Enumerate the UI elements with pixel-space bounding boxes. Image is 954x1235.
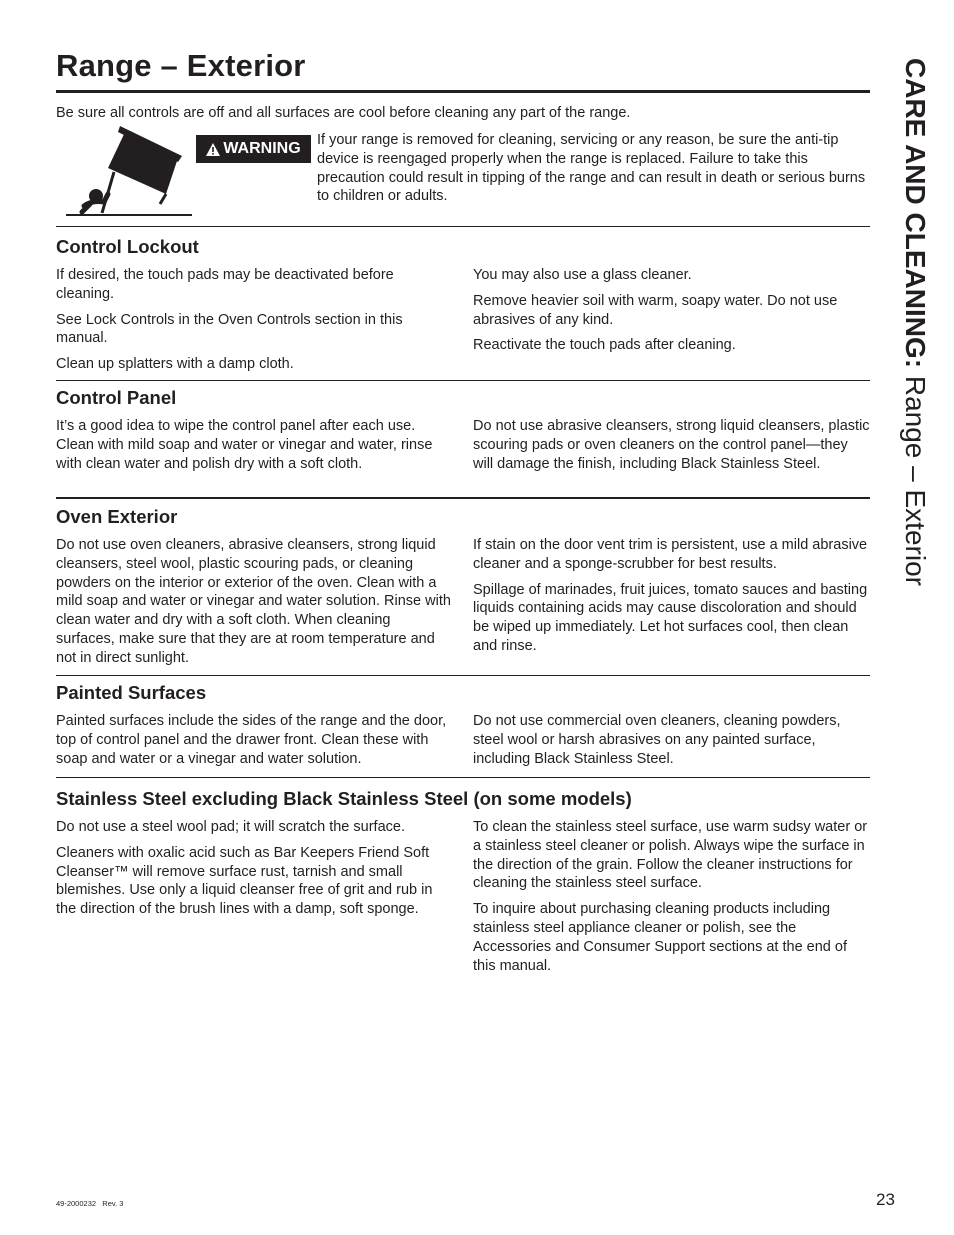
paragraph: Painted surfaces include the sides of the range and the door, top of control panel and the drawer front. Clean these with soap and water or a vinegar and water solution.	[56, 713, 447, 767]
side-chapter-heading	[895, 58, 935, 658]
section-heading: Stainless Steel excluding Black Stainless Steel (on some models)	[56, 788, 632, 809]
section-divider	[56, 777, 870, 778]
warning-badge	[196, 135, 311, 163]
paragraph: Cleaners with oxalic acid such as Bar Keepers Friend Soft Cleanser™ will remove surface rust, tarnish and small blemishes. Use only a liquid cleanser free of grit and rub in the direction of the brush lines with a damp, soft sponge.	[56, 844, 433, 918]
paragraph: It’s a good idea to wipe the control panel after each use. Clean with mild soap and water or vinegar and water, rinse with clean water and polish dry with a soft cloth.	[56, 418, 433, 472]
paragraph: Do not use commercial oven cleaners, cleaning powders, steel wool or harsh abrasives on any painted surface, including Black Stainless Steel.	[473, 713, 841, 767]
paragraph: Clean up splatters with a damp cloth.	[56, 356, 294, 373]
section-heading: Control Lockout	[56, 236, 199, 257]
right-column	[473, 266, 870, 381]
intro-text: Be sure all controls are off and all surfaces are cool before cleaning any part of the range.	[56, 105, 631, 121]
paragraph: Remove heavier soil with warm, soapy water. Do not use abrasives of any kind.	[473, 292, 838, 328]
right-column	[473, 417, 870, 480]
warning-label: WARNING	[223, 140, 301, 157]
paragraph: To clean the stainless steel surface, use warm sudsy water or a stainless steel cleaner or polish. Always wipe the surface in the direction of the grain. Follow the cleaner instructions for cleaning the stainless steel surface.	[473, 819, 868, 892]
paragraph: To inquire about purchasing cleaning products including stainless steel appliance cleaner or polish, see the Accessories and Consumer Support sections at the end of this manual.	[473, 901, 847, 974]
left-column	[56, 417, 453, 480]
section-divider	[56, 226, 870, 227]
side-heading-regular: Range – Exterior	[900, 375, 931, 586]
paragraph: Do not use abrasive cleansers, strong liquid cleansers, plastic scouring pads or oven cleaners on the control panel—they will damage the finish, including Black Stainless Steel.	[473, 418, 870, 472]
paragraph: Reactivate the touch pads after cleaning.	[473, 337, 736, 354]
section-control-panel	[56, 387, 870, 480]
section-heading: Control Panel	[56, 387, 177, 408]
side-heading-bold: CARE AND CLEANING:	[900, 58, 931, 369]
title-rule	[56, 90, 870, 93]
section-divider	[56, 675, 870, 676]
page-title: Range – Exterior	[56, 48, 306, 83]
paragraph: See Lock Controls in the Oven Controls section in this manual.	[56, 311, 403, 347]
left-column	[56, 818, 453, 982]
left-column	[56, 712, 453, 775]
right-column	[473, 536, 870, 675]
page-number: 23	[876, 1190, 895, 1209]
paragraph: If desired, the touch pads may be deactivated before cleaning.	[56, 267, 394, 302]
left-column	[56, 266, 453, 381]
warning-triangle-icon	[206, 143, 220, 156]
warning-text: If your range is removed for cleaning, servicing or any reason, be sure the anti-tip device is reengaged properly when the range is replaced. Failure to take this precaution could result in tipping of the range and can result in death or serious burns to children or adults.	[317, 132, 866, 205]
section-heading: Painted Surfaces	[56, 682, 207, 703]
section-divider	[56, 497, 870, 499]
section-divider	[56, 380, 870, 381]
section-control-lockout	[56, 236, 870, 381]
section-stainless-steel	[56, 788, 870, 982]
right-column	[473, 818, 870, 982]
section-heading: Oven Exterior	[56, 506, 178, 527]
section-painted-surfaces	[56, 682, 870, 775]
left-column	[56, 536, 453, 675]
footer-doc-code: 49-2000232 Rev. 3	[56, 1199, 124, 1208]
paragraph: You may also use a glass cleaner.	[473, 267, 692, 283]
paragraph: Spillage of marinades, fruit juices, tomato sauces and basting liquids containing acids may cause discoloration and should be wiped up immediately. Let hot surfaces cool, then clean and rinse.	[473, 581, 868, 654]
paragraph: If stain on the door vent trim is persistent, use a mild abrasive cleaner and a sponge-scrubber for best results.	[473, 537, 868, 572]
paragraph: Do not use a steel wool pad; it will scratch the surface.	[56, 819, 405, 835]
right-column	[473, 712, 870, 775]
anti-tip-warning-illustration	[62, 124, 196, 218]
section-oven-exterior	[56, 506, 870, 675]
paragraph: Do not use oven cleaners, abrasive cleansers, strong liquid cleansers, steel wool, plastic scouring pads, or cleaning powders on the interior or exterior of the oven. Clean with a mild soap and water or vinegar and water solution. Rinse with clean water and dry with a soft cloth. When cleaning surfaces, make sure that they are at room temperature and not in direct sunlight.	[56, 537, 451, 666]
